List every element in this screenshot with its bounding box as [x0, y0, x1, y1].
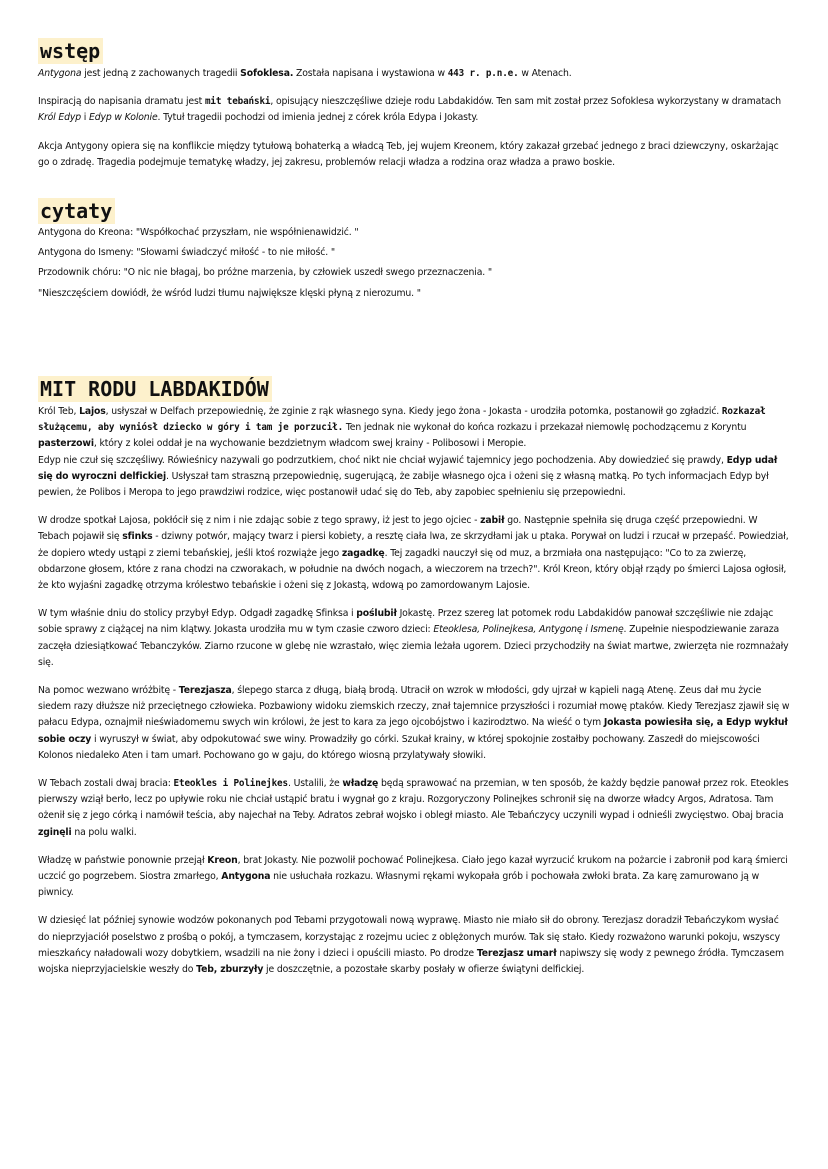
- quote-item: Antygona do Ismeny: "Słowami świadczyć miłość - to nie miłość. ": [38, 247, 335, 259]
- intro-paragraph-3: Akcja Antygony opiera się na konflikcie między tytułową bohaterką a władcą Teb, jej wujem Kreonem, który zakazał grzebać jednego z braci dziewczyny, oskarżając go o zdradę. Tragedia podejmuje tematykę władzy, jej zakresu, problemów relacji władza a rodzina oraz władza a prawo boskie.: [38, 140, 779, 168]
- heading-quotes: cytaty: [38, 198, 115, 224]
- myth-paragraph-5: Na pomoc wezwano wróżbitę - Terezjasza, ślepego starca z długą, białą brodą. Utracił on wzrok w młodości, gdy ujrzał w kąpieli nagą Atenę. Zeus dał mu życie siedem razy dłuższe niż przeciętnego człowieka. Pozbawiony widoku ziemskich rzeczy, znał tajemnice przyszłości i rozumiał mowę ptaków. Kiedy Terezjasz zjawił się w pałacu Edypa, oznajmił nieświadomemu swych win królowi, że jest to kara za jego ojcobójstwo i kazirodztwo. Na wieść o tym Jokasta powiesiła się, a Edyp wykłuł sobie oczy i wyruszył w świat, aby odpokutować swe winy. Prowadziły go córki. Szukał krainy, w której spokojnie zostałby pochowany. Zaszedł do miejscowości Kolonos niedaleko Aten i tam umarł. Pochowano go w gaju, do którego wiosną przylatywały słowiki.: [38, 685, 790, 761]
- heading-myth: MIT RODU LABDAKIDÓW: [38, 376, 272, 402]
- quote-item: Przodownik chóru: "O nic nie błagaj, bo próżne marzenia, by człowiek uszedł swego przeznaczenia. ": [38, 267, 492, 279]
- myth-paragraph-3: W drodze spotkał Lajosa, pokłócił się z nim i nie zdając sobie z tego sprawy, iż jest to jego ojciec - zabił go. Następnie spełniła się druga część przepowiedni. W Tebach pojawił się sfinks - dziwny potwór, mający twarz i piersi kobiety, a resztę ciała lwa, ze skrzydłami jak u ptaka. Porywał on ludzi i rzucał w przepaść. Powiedział, że dopiero wtedy ustąpi z ziemi tebańskiej, jeśli ktoś rozwiąże jego zagadkę. Tej zagadki nauczył się od muz, a brzmiała ona następująco: "Co to za zwierzę, obdarzone głosem, które z rana chodzi na czworakach, w południe na dwóch nogach, a wieczorem na trzech?". Król Kreon, który objął rządy po śmierci Lajosa ogłosił, że kto wyjaśni zagadkę otrzyma królestwo tebańskie i ożeni się z Jokastą, wdową po zamordowanym Lajosie.: [38, 515, 789, 592]
- myth-section: [38, 404, 790, 978]
- myth-paragraph-7: Władzę w państwie ponownie przejął Kreon, brat Jokasty. Nie pozwolił pochować Polinejkesa. Ciało jego kazał wyrzucić krukom na pożarcie i zabronił pod karą śmierci uczcić go pogrzebem. Siostra zmarłego, Antygona nie usłuchała rozkazu. Własnymi rękami wykopała grób i pochowała zwłoki brata. Za karę zamurowano ją w piwnicy.: [38, 854, 788, 899]
- intro-paragraph-1: Antygona jest jedną z zachowanych tragedii Sofoklesa. Została napisana i wystawiona w 443 r. p.n.e. w Atenach.: [38, 68, 572, 79]
- quote-item: Antygona do Kreona: "Współkochać przyszłam, nie współnienawidzić. ": [38, 227, 359, 238]
- myth-paragraph-8: W dziesięć lat później synowie wodzów pokonanych pod Tebami przygotowali nową wyprawę. Miasto nie miało sił do obrony. Terezjasz doradził Tebańczykom wysłać do nieprzyjaciół poselstwo z prośbą o pokój, a tymczasem, korzystając z rozejmu uciec z oblężonych murów. Tak się stało. Kiedy rozważono warunki pokoju, wszyscy mieszkańcy naładowali wozy dobytkiem, wsadzili na nie żony i dzieci i opuścili miasto. Po drodze Terezjasz umarł napiwszy się wody z pewnego źródła. Tymczasem wojska nieprzyjacielskie weszły do Teb, zburzyły je doszczętnie, a pozostałe skarby posłały w ofierze świątyni delfickiej.: [38, 915, 784, 976]
- myth-paragraph-1: Król Teb, Lajos, usłyszał w Delfach przepowiednię, że zginie z rąk własnego syna. Kiedy jego żona - Jokasta - urodziła potomka, postanowił go zgładzić. Rozkazał służącemu, aby wyniósł dziecko w góry i tam je porzucił. Ten jednak nie wykonał do końca rozkazu i przekazał niemowlę pochodzącemu z Koryntu pasterzowi, który z kolei oddał je na wychowanie bezdzietnym władcom swej krainy - Polibosowi i Meropie.: [38, 406, 766, 450]
- intro-paragraph-2: Inspiracją do napisania dramatu jest mit tebański, opisujący nieszczęśliwe dzieje rodu Labdakidów. Ten sam mit został przez Sofoklesa wykorzystany w dramatach Król Edyp i Edyp w Kolonie. Tytuł tragedii pochodzi od imienia jednej z córek króla Edypa i Jokasty.: [38, 96, 781, 124]
- myth-paragraph-4: W tym właśnie dniu do stolicy przybył Edyp. Odgadł zagadkę Sfinksa i poślubił Jokastę. Przez szereg lat potomek rodu Labdakidów panował szczęśliwie nie zdając sobie sprawy z ciążącej na nim klątwy. Jokasta urodziła mu w tym czasie czworo dzieci: Eteoklesa, Polinejkesa, Antygonę i Ismenę. Zupełnie niespodziewanie zaraza zaczęła dziesiątkować Tebanczyków. Ziarno rzucone w glebę nie wzrastało, więc ziemia leżała ugorem. Dzieci przychodziły na świat martwe, zwierzęta nie rozmnażały się.: [38, 608, 789, 668]
- quote-item: "Nieszczęściem dowiódł, że wśród ludzi tłumu największe klęski płyną z nierozumu. ": [38, 287, 421, 299]
- heading-intro: wstęp: [38, 38, 103, 64]
- myth-paragraph-2: Edyp nie czuł się szczęśliwy. Rówieśnicy nazywali go podrzutkiem, choć nikt nie chciał wyjawić tajemnicy jego pochodzenia. Aby dowiedzieć się prawdy, Edyp udał się do wyroczni delfickiej. Usłyszał tam straszną przepowiednię, sugerującą, że zabije własnego ojca i ożeni się z własną matką. Po tych informacjach Edyp był pewien, że Polibos i Meropa to jego prawdziwi rodzice, więc postanowił udać się do Teb, aby zapobiec spełnieniu się przepowiedni.: [38, 454, 778, 499]
- myth-paragraph-6: W Tebach zostali dwaj bracia: Eteokles i Polinejkes. Ustalili, że władzę będą sprawować na przemian, w ten sposób, że każdy będzie panował przez rok. Eteokles pierwszy wziął berło, lecz po upływie roku nie chciał ustąpić bratu i wygnał go z kraju. Rozgoryczony Polinejkes schronił się na dworze władcy Argos, Adratosa. Tam ożenił się z jego córką i namówił teścia, aby najechał na Teby. Adratos zebrał wojsko i obległ miasto. Ale Tebańczycy uczynili wypad i odnieśli zwycięstwo. Obaj bracia zginęli na polu walki.: [38, 778, 789, 838]
- intro-section: [38, 66, 790, 171]
- quotes-section: [38, 225, 492, 302]
